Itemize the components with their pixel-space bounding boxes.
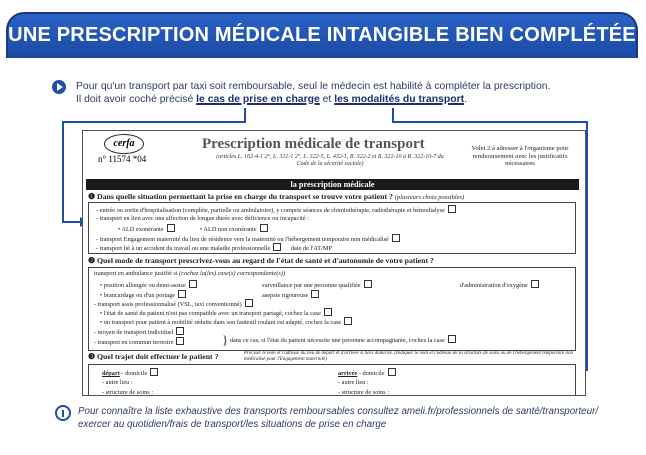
connector-line-right	[392, 121, 588, 123]
q1-hospitalisation: - entrée ou sortie d'hospitalisation (complète, partielle ou ambulatoire), y compris séances de chimiothérapie, radiothérapie et hémodialyse	[96, 205, 456, 214]
depart-domicile: départ - domicile	[102, 368, 158, 377]
intro-line-2: Il doit avoir coché précisé le cas de prise en charge et les modalités du transport.	[76, 94, 468, 105]
connector-line-left	[62, 121, 64, 223]
intro-line-1: Pour qu'un transport par taxi soit remboursable, seul le médecin est habilité à compléter la prescription.	[76, 81, 551, 92]
q2-brancardage: • brancardage ou d'un portage	[100, 290, 186, 299]
arrivee-autre: - autre lieu :	[338, 379, 369, 386]
q1-ald: - transport en lien avec une affection de longue durée avec déficience ou incapacité :	[96, 215, 309, 222]
checkbox[interactable]	[392, 234, 400, 242]
checkbox[interactable]	[273, 243, 281, 251]
q2-assis: - transport assis professionnalisé (VSL, taxi conventionné)	[94, 299, 253, 308]
section-header: la prescription médicale	[86, 179, 579, 190]
highlight-modalites: les modalités du transport	[334, 94, 465, 105]
q1-ald-non-exo: • ALD non exonérante	[200, 224, 268, 233]
checkbox[interactable]	[311, 290, 319, 298]
q2-individuel: - moyen de transport individuel	[94, 327, 184, 336]
legal-articles: (articles L. 162-4-1 2°, L. 321-1 2°, L. 322-5, L. 432-1, R. 322-2 et R. 322-10 à R. 322-10-7 du Code de la sécurité sociale)	[216, 154, 444, 167]
question-3: ❸ Quel trajet doit effectuer le patient ?	[88, 352, 219, 361]
q1-at-mp: - transport lié à un accident du travail ou une maladie professionnelle date de l'AT/MP	[96, 245, 332, 252]
checkbox[interactable]	[176, 327, 184, 335]
arrivee-structure: - structure de soins :	[338, 389, 390, 396]
q2-surveillance: surveillance par une personne qualifiée	[262, 280, 372, 289]
checkbox[interactable]	[167, 224, 175, 232]
volet-note: Volet 2 à adresser à l'organisme pour remboursement avec les justificatifs nécessaires	[471, 145, 569, 167]
checkbox[interactable]	[176, 337, 184, 345]
arrivee-domicile: arrivée - domicile	[338, 368, 396, 377]
q2-etat: • l'état de santé du patient n'est pas compatible avec un transport partagé, cochez la case	[100, 308, 332, 317]
checkbox[interactable]	[364, 280, 372, 288]
connector-line-right	[586, 121, 588, 371]
checkbox[interactable]	[260, 224, 268, 232]
q2-oxygene: d'administration d'oxygène	[460, 280, 539, 289]
cerfa-number: n° 11574 *04	[98, 154, 147, 164]
q1-ald-exo: • ALD exonérante	[118, 224, 175, 233]
q1-maternite: - transport Engagement maternité du lieu de résidence vers la maternité ou l'hébergement temporaire non médicalisé	[96, 234, 400, 243]
connector-line-left	[244, 108, 246, 122]
form-title: Prescription médicale de transport	[202, 136, 425, 152]
footer-note: Pour connaître la liste exhaustive des transports remboursables consultez ameli.fr/professionnels de santé/transporteur/ exercer au quotidien/frais de transport/les situations de prise en charge	[78, 406, 599, 430]
q3-box	[88, 364, 576, 395]
checkbox[interactable]	[448, 205, 456, 213]
checkbox[interactable]	[448, 335, 456, 343]
checkbox[interactable]	[531, 280, 539, 288]
q2-accompagnante: } dans ce cas, si l'état du patient nécessite une personne accompagnante, cochez la case	[222, 332, 456, 348]
question-1: ❶ Dans quelle situation permettant la prise en charge du transport se trouve votre patient ? (plusieurs choix possibles)	[88, 192, 465, 201]
checkbox[interactable]	[245, 299, 253, 307]
cerfa-logo: cerfa	[104, 134, 144, 154]
info-icon	[55, 405, 71, 421]
connector-line-left	[62, 121, 246, 123]
banner-title: UNE PRESCRIPTION MÉDICALE INTANGIBLE BIEN COMPLÉTÉE	[8, 24, 636, 46]
checkbox[interactable]	[388, 368, 396, 376]
connector-line-right	[392, 108, 394, 122]
q2-position: • position allongée ou demi-assise	[100, 280, 197, 289]
checkbox[interactable]	[150, 368, 158, 376]
depart-structure: - structure de soins :	[102, 389, 154, 396]
q2-ambulance: transport en ambulance justifié si (cochez la(les) case(s) correspondante(s))	[94, 270, 286, 277]
title-banner	[6, 12, 638, 58]
q2-fauteuil: • un transport pour patient à mobilité réduite dans son fauteuil roulant est adapté, cochez la case	[100, 317, 352, 326]
q2-asepsie: asepsie rigoureuse	[262, 290, 319, 299]
checkbox[interactable]	[178, 290, 186, 298]
checkbox[interactable]	[324, 308, 332, 316]
q2-commun: - transport en commun terrestre	[94, 337, 184, 346]
checkbox[interactable]	[344, 317, 352, 325]
q3-hint: Préciser le nom et l'adresse du lieu de départ et d'arrivée si hors domicile. (Indiquer le nom et l'adresse de la structure de soins ou de l'hébergement temporaire non médicalisé pour l'Engagement maternité)	[244, 351, 573, 362]
question-2: ❷ Quel mode de transport prescrivez-vous au regard de l'état de santé et d'autonomie de votre patient ?	[88, 256, 434, 265]
depart-autre: - autre lieu :	[102, 379, 133, 386]
highlight-prise-en-charge: le cas de prise en charge	[196, 94, 320, 105]
checkbox[interactable]	[189, 280, 197, 288]
intro-text	[76, 80, 550, 106]
play-arrow-icon	[52, 80, 66, 94]
